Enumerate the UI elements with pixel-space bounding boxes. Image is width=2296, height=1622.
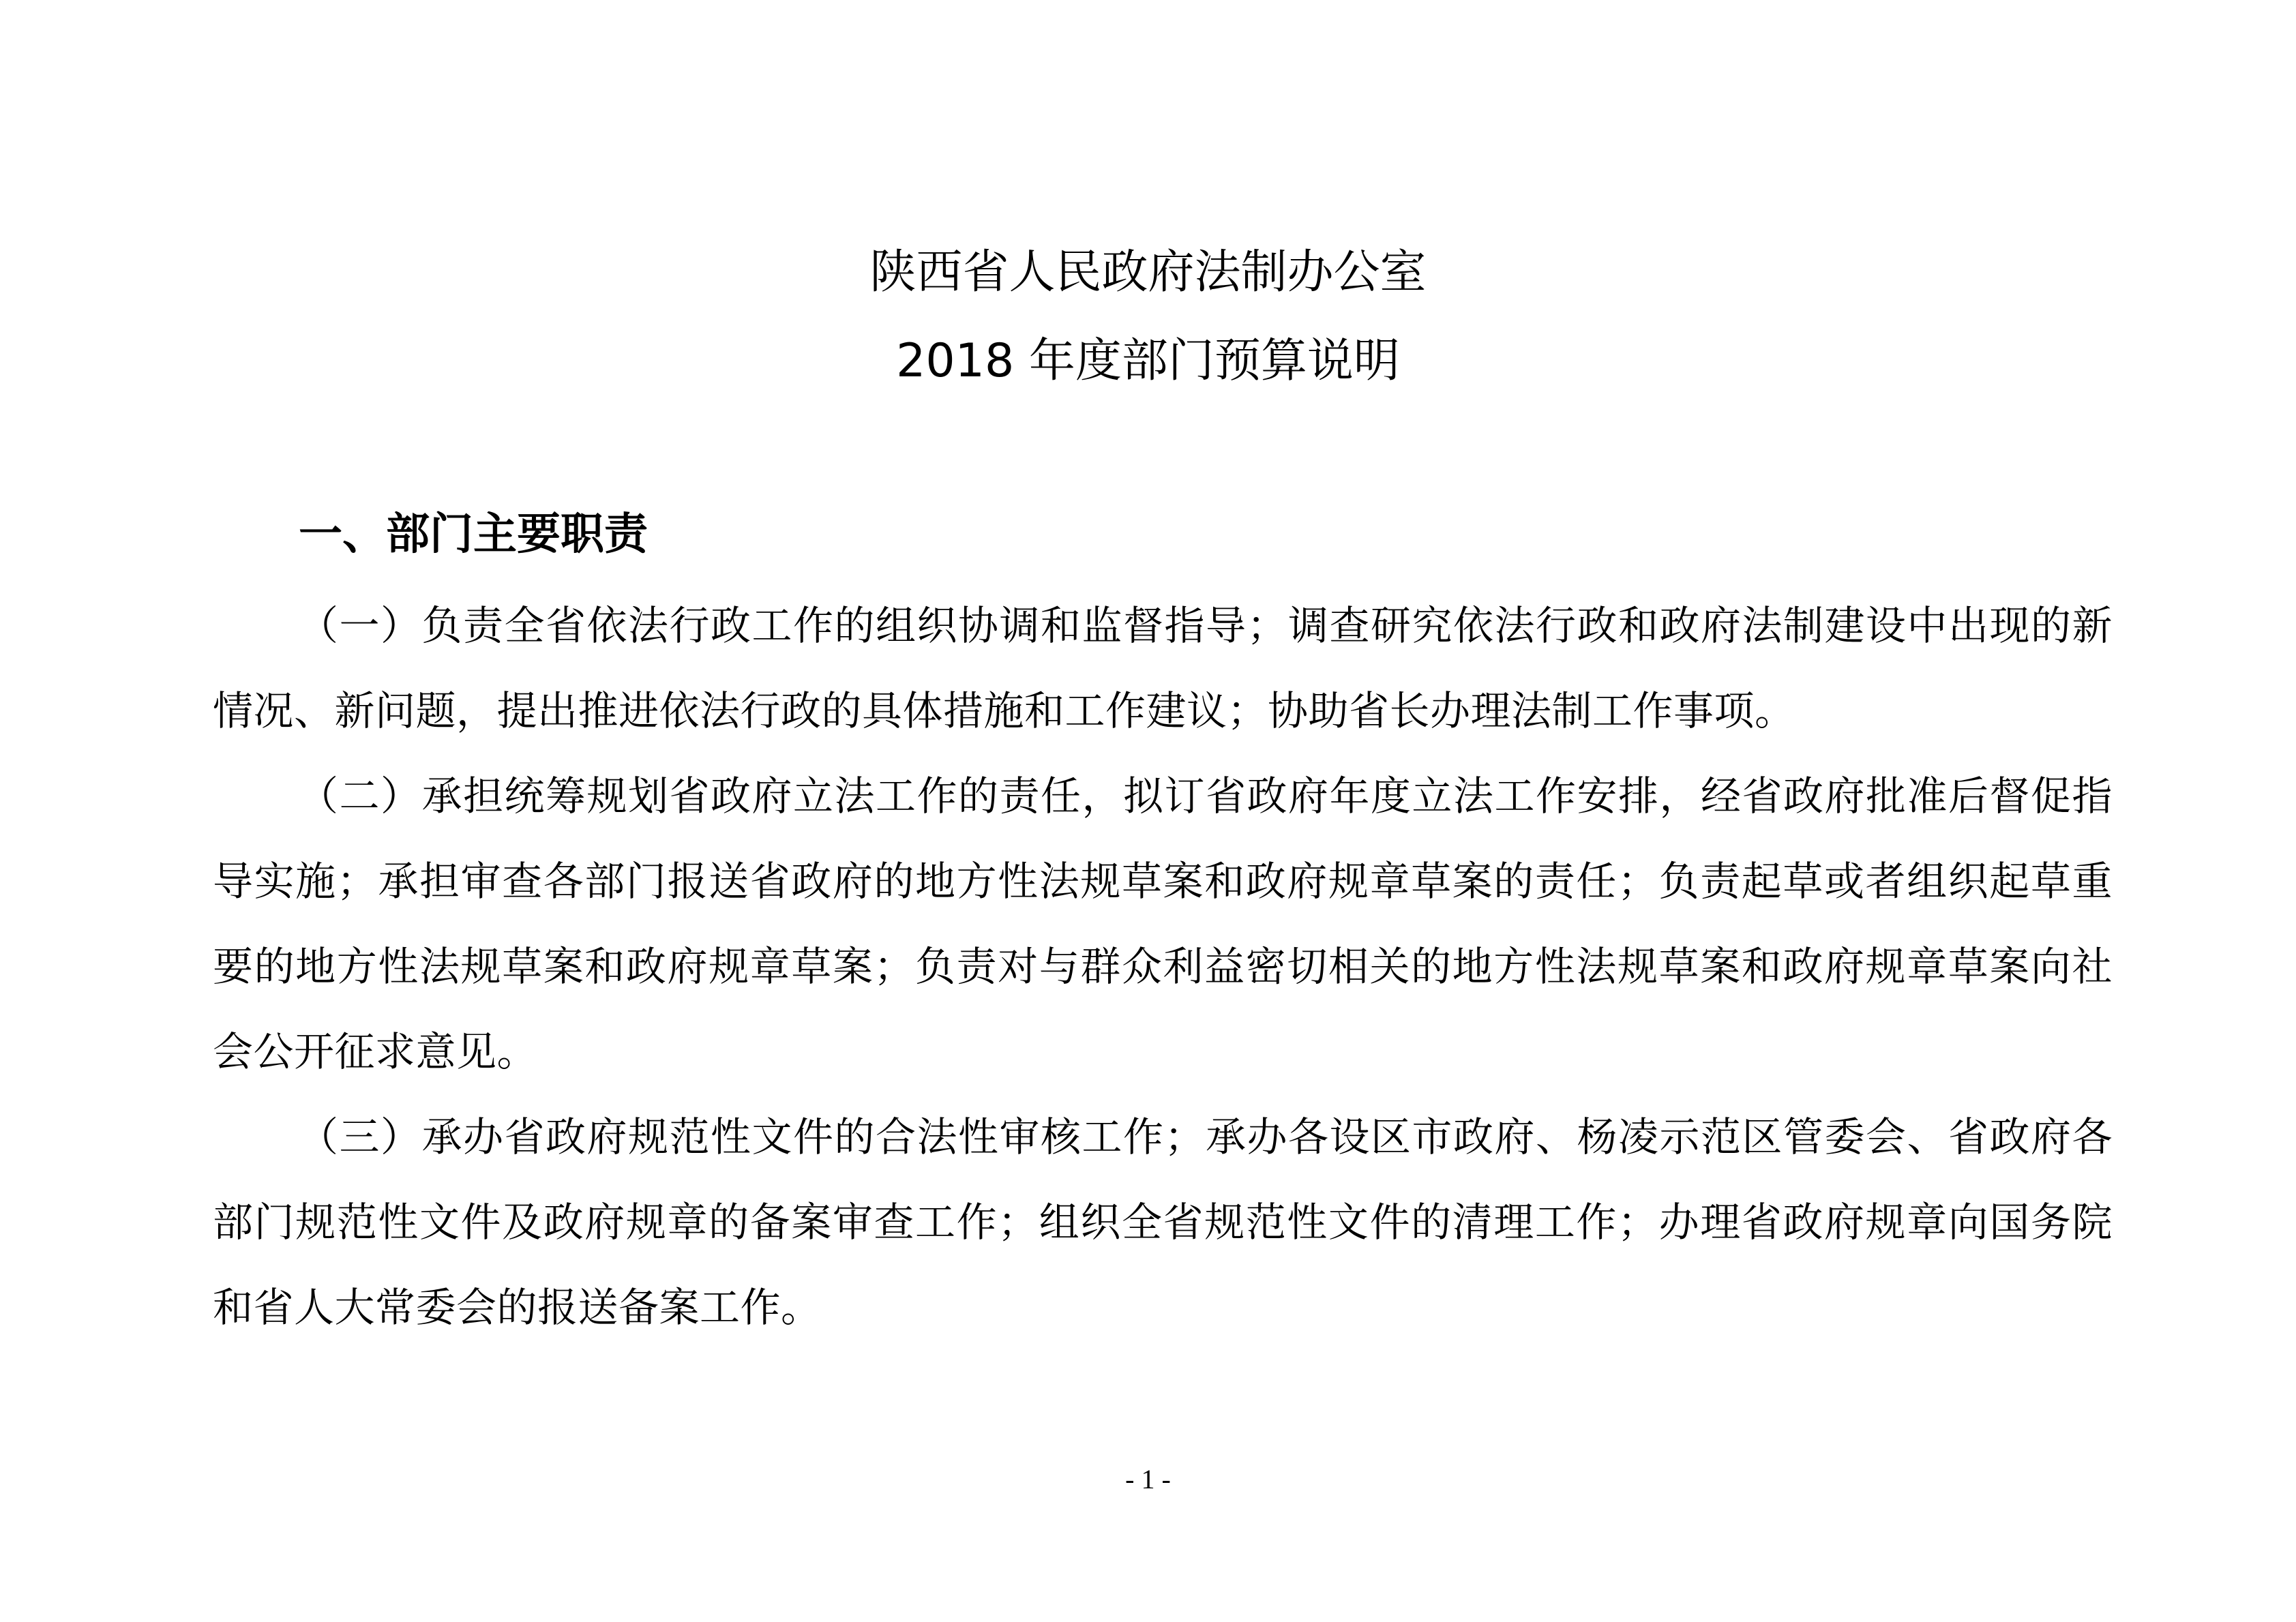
document-title: 陕西省人民政府法制办公室 (869, 245, 1427, 299)
paragraph-3: （三）承办省政府规范性文件的合法性审核工作；承办各设区市政府、杨凌示范区管委会、省政府各部门规范性文件及政府规章的备案审查工作；组织全省规范性文件的清理工作；办理省政府规章向国务院和省人大常委会的报送备案工作。 (213, 1113, 2113, 1331)
page-number: - 1 - (1125, 1464, 1171, 1495)
paragraph-1: （一）负责全省依法行政工作的组织协调和监督指导；调查研究依法行政和政府法制建设中出现的新情况、新问题，提出推进依法行政的具体措施和工作建议；协助省长办理法制工作事项。 (213, 602, 2113, 734)
paragraph-2: （二）承担统筹规划省政府立法工作的责任，拟订省政府年度立法工作安排，经省政府批准后督促指导实施；承担审查各部门报送省政府的地方性法规草案和政府规章草案的责任；负责起草或者组织起草重要的地方性法规草案和政府规章草案；负责对与群众利益密切相关的地方性法规草案和政府规章草案向社会公开征求意见。 (213, 772, 2113, 1075)
document-subtitle: 2018 年度部门预算说明 (896, 334, 1400, 388)
section-heading: 一、部门主要职责 (299, 509, 648, 560)
